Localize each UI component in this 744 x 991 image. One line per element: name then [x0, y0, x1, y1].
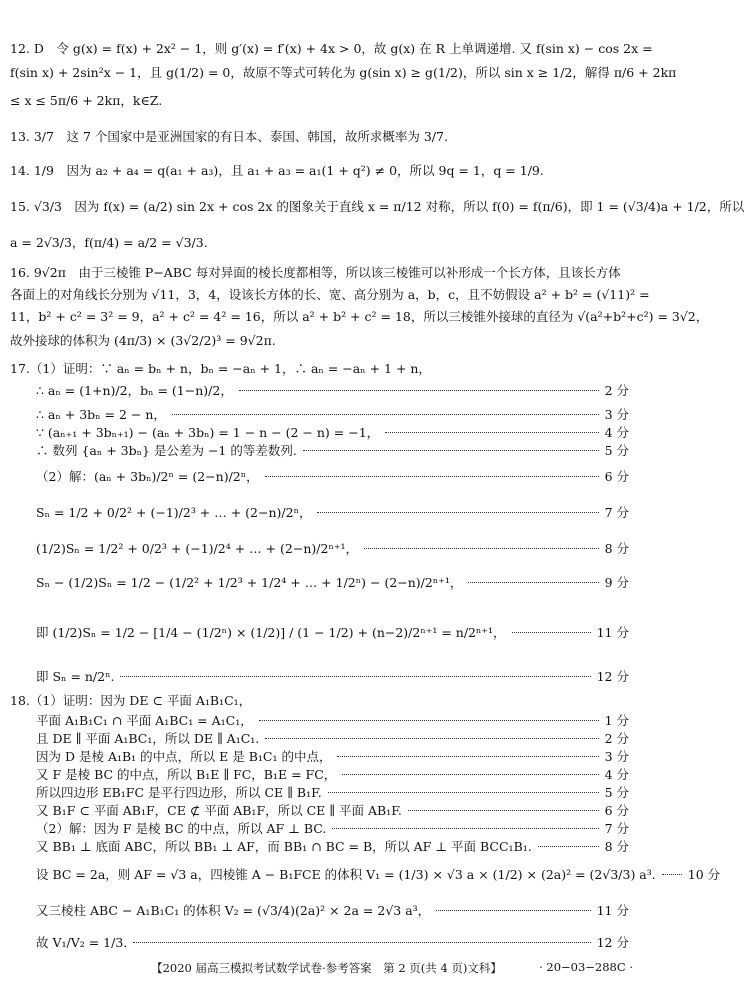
scored-step: [36, 802, 629, 819]
dot-leader: [662, 874, 682, 875]
step-text: 又三棱柱 ABC − A₁B₁C₁ 的体积 V₂ = (√3/4)(2a)² × 2a = 2√3 a³，: [36, 903, 431, 918]
dot-leader: [265, 738, 598, 739]
step-score: 11 分: [596, 625, 629, 640]
step-score: 6 分: [604, 469, 629, 484]
footer-text: 【2020 届高三模拟考试数学试卷·参考答案 第 2 页(共 4 页)文科】: [151, 961, 502, 975]
step-score: 8 分: [604, 839, 629, 854]
answer-line: 15. √3/3 因为 f(x) = (a/2) sin 2x + cos 2x 的图象关于直线 x = π/12 对称，所以 f(0) = f(π/6)，即 1 = (√3/4)a + 1/2，所以: [10, 199, 744, 214]
step-text: 即 (1/2)Sₙ = 1/2 − [1/4 − (1/2ⁿ) × (1/2)] / (1 − 1/2) + (n−2)/2ⁿ⁺¹ = n/2ⁿ⁺¹，: [36, 625, 506, 640]
footer-code: · 20−03−288C ·: [539, 960, 633, 974]
step-score: 6 分: [604, 803, 629, 818]
dot-leader: [120, 676, 590, 677]
scored-step: [36, 406, 629, 423]
dot-leader: [538, 846, 599, 847]
dot-leader: [436, 910, 590, 911]
dot-leader: [133, 942, 590, 943]
answer-line: 18.（1）证明：因为 DE ⊂ 平面 A₁B₁C₁，: [10, 693, 252, 708]
answer-line: 16. 9√2π 由于三棱锥 P−ABC 每对异面的棱长度都相等，所以该三棱锥可以补形成一个长方体，且该长方体: [10, 265, 621, 280]
step-text: 因为 D 是棱 A₁B₁ 的中点，所以 E 是 B₁C₁ 的中点，: [36, 749, 332, 764]
step-score: 3 分: [604, 407, 629, 422]
answer-line: 17.（1）证明：∵ aₙ = bₙ + n，bₙ = −aₙ + 1，∴ aₙ = −aₙ + 1 + n，: [10, 361, 431, 376]
scored-step: [36, 866, 721, 883]
step-score: 3 分: [604, 749, 629, 764]
step-text: （2）解：因为 F 是棱 BC 的中点，所以 AF ⊥ BC.: [36, 821, 327, 836]
dot-leader: [337, 756, 598, 757]
step-score: 10 分: [687, 867, 721, 882]
step-text: 又 B₁F ⊂ 平面 AB₁F，CE ⊄ 平面 AB₁F，所以 CE ∥ 平面 AB₁F.: [36, 803, 402, 818]
step-score: 5 分: [604, 785, 629, 800]
dot-leader: [408, 810, 599, 811]
answer-line: 13. 3/7 这 7 个国家中是亚洲国家的有日本、泰国、韩国，故所求概率为 3/7.: [10, 129, 448, 144]
step-text: 且 DE ∥ 平面 A₁BC₁，所以 DE ∥ A₁C₁.: [36, 731, 260, 746]
scored-step: [36, 934, 629, 951]
step-text: Sₙ − (1/2)Sₙ = 1/2 − (1/2² + 1/2³ + 1/2⁴ + … + 1/2ⁿ) − (2−n)/2ⁿ⁺¹，: [36, 575, 463, 590]
step-score: 7 分: [604, 505, 629, 520]
dot-leader: [317, 512, 598, 513]
step-text: ∴ aₙ + 3bₙ = 2 − n，: [36, 407, 166, 422]
scored-step: [36, 382, 629, 399]
scored-step: [36, 468, 629, 485]
answer-line: 12. D 令 g(x) = f(x) + 2x² − 1，则 g′(x) = f′(x) + 4x > 0，故 g(x) 在 R 上单调递增. 又 f(sin x) − cos 2x =: [10, 41, 653, 56]
dot-leader: [364, 548, 599, 549]
scored-step: [36, 820, 629, 837]
scored-step: [36, 902, 629, 919]
step-text: Sₙ = 1/2 + 0/2² + (−1)/2³ + … + (2−n)/2ⁿ，: [36, 505, 312, 520]
dot-leader: [468, 582, 598, 583]
step-text: ∵ (aₙ₊₁ + 3bₙ₊₁) − (aₙ + 3bₙ) = 1 − n − (2 − n) = −1，: [36, 425, 380, 440]
dot-leader: [172, 414, 599, 415]
step-text: ∴ aₙ = (1+n)/2，bₙ = (1−n)/2，: [36, 383, 233, 398]
dot-leader: [303, 450, 599, 451]
answer-line: ≤ x ≤ 5π/6 + 2kπ，k∈Z.: [10, 93, 163, 108]
scored-step: [36, 730, 629, 747]
step-score: 2 分: [604, 731, 629, 746]
step-score: 5 分: [604, 443, 629, 458]
step-text: 所以四边形 EB₁FC 是平行四边形，所以 CE ∥ B₁F.: [36, 785, 322, 800]
scored-step: [36, 668, 629, 685]
step-score: 4 分: [604, 425, 629, 440]
scored-step: [36, 838, 629, 855]
dot-leader: [328, 792, 599, 793]
step-text: 故 V₁/V₂ = 1/3.: [36, 935, 128, 950]
step-score: 11 分: [596, 903, 629, 918]
scored-step: [36, 504, 629, 521]
answer-line: a = 2√3/3，f(π/4) = a/2 = √3/3.: [10, 235, 208, 250]
step-score: 1 分: [604, 713, 629, 728]
step-text: （2）解：(aₙ + 3bₙ)/2ⁿ = (2−n)/2ⁿ，: [36, 469, 259, 484]
step-text: 又 F 是棱 BC 的中点，所以 B₁E ∥ FC，B₁E = FC，: [36, 767, 337, 782]
answer-line: 14. 1/9 因为 a₂ + a₄ = q(a₁ + a₃)，且 a₁ + a₃ = a₁(1 + q²) ≠ 0，所以 9q = 1，q = 1/9.: [10, 163, 544, 178]
answer-line: 故外接球的体积为 (4π/3) × (3√2/2)³ = 9√2π.: [10, 333, 276, 348]
dot-leader: [265, 476, 599, 477]
step-text: 又 BB₁ ⊥ 底面 ABC，所以 BB₁ ⊥ AF，而 BB₁ ∩ BC = B，所以 AF ⊥ 平面 BCC₁B₁.: [36, 839, 532, 854]
answer-line: 各面上的对角线长分别为 √11，3，4，设该长方体的长、宽、高分别为 a，b，c，且不妨假设 a² + b² = (√11)² =: [10, 287, 650, 302]
step-score: 12 分: [596, 935, 629, 950]
scored-step: [36, 574, 629, 591]
step-score: 2 分: [604, 383, 629, 398]
scored-step: [36, 424, 629, 441]
step-score: 7 分: [604, 821, 629, 836]
step-score: 4 分: [604, 767, 629, 782]
dot-leader: [239, 390, 599, 391]
scored-step: [36, 712, 629, 729]
step-text: ∴ 数列 {aₙ + 3bₙ} 是公差为 −1 的等差数列.: [36, 443, 297, 458]
scored-step: [36, 624, 629, 641]
step-text: 设 BC = 2a，则 AF = √3 a，四棱锥 A − B₁FCE 的体积 V₁ = (1/3) × √3 a × (1/2) × (2a)² = (2√3/3) a³.: [36, 867, 656, 882]
step-score: 9 分: [604, 575, 629, 590]
dot-leader: [512, 632, 591, 633]
step-text: 平面 A₁B₁C₁ ∩ 平面 A₁BC₁ = A₁C₁，: [36, 713, 253, 728]
step-score: 8 分: [604, 541, 629, 556]
answer-line: 11，b² + c² = 3² = 9，a² + c² = 4² = 16，所以 a² + b² + c² = 18，所以三棱锥外接球的直径为 √(a²+b²+c²) = 3√2，: [10, 309, 709, 324]
step-text: (1/2)Sₙ = 1/2² + 0/2³ + (−1)/2⁴ + … + (2−n)/2ⁿ⁺¹，: [36, 541, 358, 556]
scored-step: [36, 784, 629, 801]
dot-leader: [259, 720, 599, 721]
step-score: 12 分: [596, 669, 629, 684]
dot-leader: [385, 432, 598, 433]
step-text: 即 Sₙ = n/2ⁿ.: [36, 669, 115, 684]
dot-leader: [342, 774, 598, 775]
answer-line: f(sin x) + 2sin²x − 1，且 g(1/2) = 0，故原不等式可转化为 g(sin x) ≥ g(1/2)，所以 sin x ≥ 1/2，解得 π/6 + 2kπ: [10, 65, 677, 80]
scored-step: [36, 766, 629, 783]
dot-leader: [332, 828, 598, 829]
scored-step: [36, 748, 629, 765]
scored-step: [36, 442, 629, 459]
scored-step: [36, 540, 629, 557]
